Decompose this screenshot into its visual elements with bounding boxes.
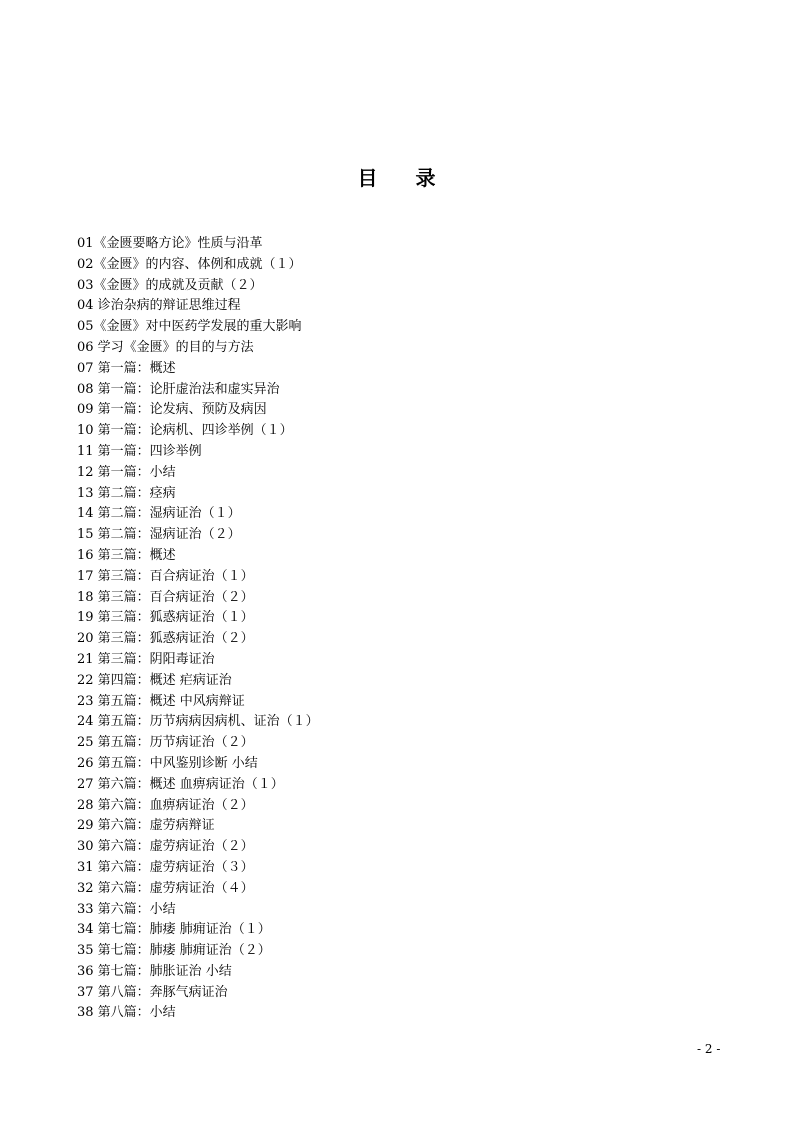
toc-entry: 07 第一篇：概述 — [77, 360, 176, 376]
toc-entry: 05《金匮》对中医药学发展的重大影响 — [77, 319, 302, 335]
toc-entry: 17 第三篇：百合病证治（１） — [77, 568, 254, 584]
toc-entry: 36 第七篇：肺胀证治 小结 — [77, 963, 232, 979]
toc-entry: 37 第八篇：奔豚气病证治 — [77, 984, 228, 1000]
toc-entry: 18 第三篇：百合病证治（２） — [77, 589, 254, 605]
title-right: 录 — [415, 166, 436, 190]
toc-entry: 32 第六篇：虚劳病证治（４） — [77, 880, 254, 896]
toc-entry: 31 第六篇：虚劳病证治（３） — [77, 859, 254, 875]
toc-entry: 21 第三篇：阴阳毒证治 — [77, 651, 215, 667]
toc-entry: 12 第一篇：小结 — [77, 464, 176, 480]
toc-entry: 19 第三篇：狐惑病证治（１） — [77, 610, 254, 626]
toc-entry: 08 第一篇：论肝虚治法和虚实异治 — [77, 381, 280, 397]
toc-entry: 01《金匮要略方论》性质与沿革 — [77, 236, 263, 251]
toc-entry: 15 第二篇：湿病证治（２） — [77, 527, 241, 543]
toc-entry: 04 诊治杂病的辩证思维过程 — [77, 298, 241, 314]
page-title — [0, 162, 793, 191]
toc-entry: 03《金匮》的成就及贡献（２） — [77, 277, 263, 293]
page-number: - 2 - — [697, 1042, 721, 1056]
toc-entry: 02《金匮》的内容、体例和成就（１） — [77, 256, 302, 272]
table-of-contents — [77, 234, 319, 1024]
toc-entry: 29 第六篇：虚劳病辩证 — [77, 818, 215, 834]
toc-entry: 25 第五篇：历节病证治（２） — [77, 735, 254, 751]
toc-entry: 20 第三篇：狐惑病证治（２） — [77, 631, 254, 647]
title-left: 目 — [357, 166, 378, 190]
toc-entry: 06 学习《金匮》的目的与方法 — [77, 339, 254, 355]
toc-entry: 38 第八篇：小结 — [77, 1005, 176, 1021]
toc-entry: 16 第三篇：概述 — [77, 547, 176, 563]
toc-entry: 13 第二篇：痉病 — [77, 485, 176, 501]
toc-entry: 09 第一篇：论发病、预防及病因 — [77, 402, 267, 418]
toc-entry: 11 第一篇：四诊举例 — [77, 443, 202, 459]
toc-entry: 33 第六篇：小结 — [77, 901, 176, 917]
toc-entry: 28 第六篇：血痹病证治（２） — [77, 797, 254, 813]
toc-entry: 27 第六篇：概述 血痹病证治（１） — [77, 776, 284, 792]
toc-entry: 26 第五篇：中风鉴别诊断 小结 — [77, 755, 258, 771]
toc-entry: 23 第五篇：概述 中风病辩证 — [77, 693, 245, 709]
toc-entry: 34 第七篇：肺痿 肺痈证治（１） — [77, 922, 271, 938]
toc-entry: 14 第二篇：湿病证治（１） — [77, 506, 241, 522]
toc-entry: 10 第一篇：论病机、四诊举例（１） — [77, 423, 293, 439]
toc-entry: 30 第六篇：虚劳病证治（２） — [77, 839, 254, 855]
toc-entry: 22 第四篇：概述 疟病证治 — [77, 672, 232, 688]
toc-entry: 35 第七篇：肺痿 肺痈证治（２） — [77, 943, 271, 959]
toc-entry: 24 第五篇：历节病病因病机、证治（１） — [77, 714, 319, 730]
